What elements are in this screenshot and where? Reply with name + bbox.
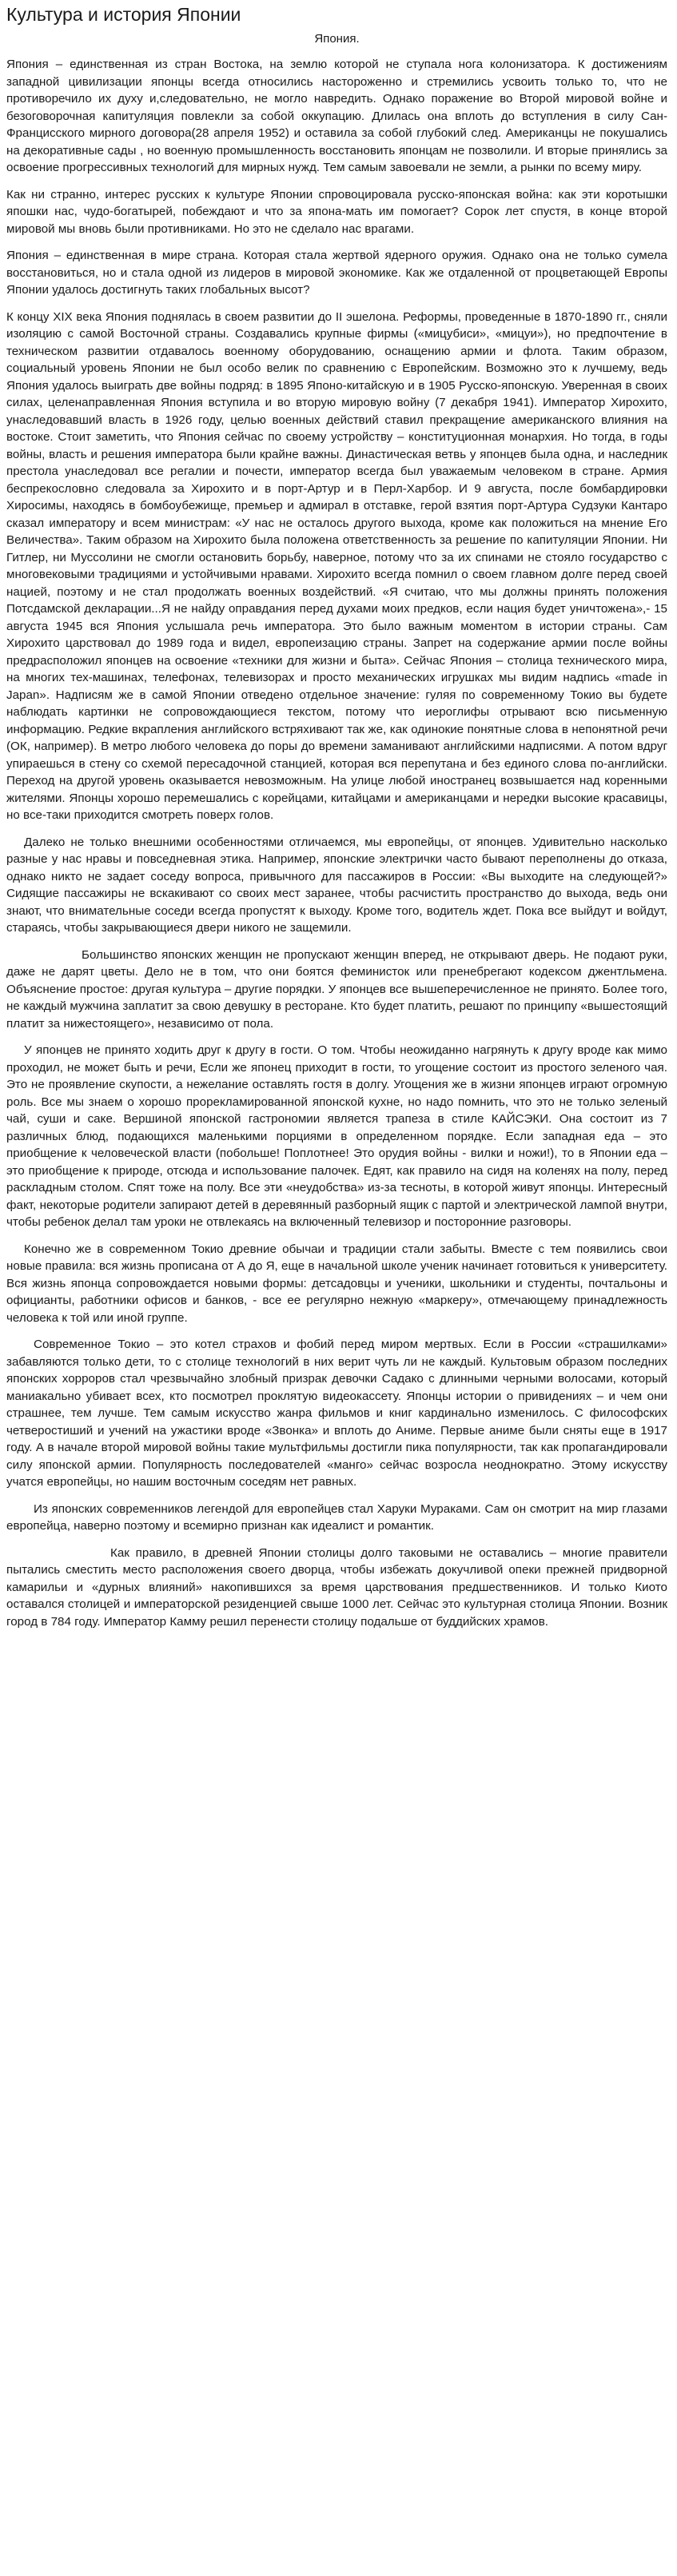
page-title: Культура и история Японии [6, 4, 241, 25]
paragraph-9: Современное Токио – это котел страхов и фобий перед миром мертвых. Если в России «страшилками» забавляются только дети, то с столице технологий в них верит чуть ли не каждый. Культовым образом последних японских хорроров стал чрезвычайно злобный призрак девочки Садако с длинными черными волосами, который маниакально убивает всех, кто посмотрел проклятую видеокассету. Японцы истории о привидениях – и чем они страшнее, тем лучше. Тем самым искусство жанра фильмов и книг кардинально изменилось. С философских четверостиший и учений на ужастики вроде «Звонка» и вплоть до Аниме. Первые аниме были сняты еще в 1917 году. А в начале второй мировой войны такие мультфильмы достигли пика популярности, так как пропагандировали силу японской армии. Популярность последователей «манго» сейчас возросла неоднократно. Этому искусству учатся европейцы, но нашим восточным соседям нет равных. [6, 1338, 667, 1489]
paragraph-7: У японцев не принято ходить друг к другу в гости. О том. Чтобы неожиданно нагрянуть к другу вроде как мимо проходил, не может быть и речи, Если же японец приходит в гости, то угощение состоит из простого зеленого чая. Это не проявление скупости, а нежелание оставлять гостя в долгу. Угощения же в жизни японцев играют огромную роль. Все мы знаем о хорошо прорекламированной японской кухне, но надо помнить, что это не только зеленый чай, суши и саке. Вершиной японской гастрономии является трапеза в стиле КАЙСЭКИ. Она состоит из 7 различных блюд, подающихся маленькими порциями в определенном порядке. Если западная еда – это приобщение к человеческой власти (побольше! Поплотнее! Это орудия войны - вилки и ножи!), то в Японии еда – это приобщение к природе, отсюда и использование палочек. Едят, как правило на сидя на коленях на полу, перед раскладным столом. Спят тоже на полу. Все эти «неудобства» из-за тесноты, в которой живут японцы. Интересный факт, некоторые родители запирают детей в деревянный разборный ящик с партой и электрической лампой внутри, чтобы ребенок делал там уроки не отвлекаясь на включенный телевизор и посторонние разговоры. [6, 1043, 667, 1229]
subtitle: Япония. [314, 32, 360, 46]
paragraph-6: Большинство японских женщин не пропускают женщин вперед, не открывают дверь. Не подают руки, даже не дарят цветы. Дело не в том, что они боятся феминисток или пренебрегают кодексом джентльмена. Объяснение простое: другая культура – другие порядки. У японцев все вышеперечисленное не принято. Более того, не каждый мужчина заплатит за свою девушку в ресторане. Кто будет платить, решают по принципу «вышестоящий платит за нижестоящего», независимо от пола. [6, 947, 667, 1031]
paragraph-2: Как ни странно, интерес русских к культуре Японии спровоцировала русско-японская война: как эти коротышки япошки нас, чудо-богатырей, побеждают и что за япона-мать им помогает? Сорок лет спустя, в конце второй мировой мы вновь были противниками. Но это не сделало нас врагами. [6, 187, 667, 236]
paragraph-1: Япония – единственная из стран Востока, на землю которой не ступала нога колонизатора. К достижениям западной цивилизации японцы всегда относились настороженно и стремились усвоить только то, что не противоречило их духу и,следовательно, не могло навредить. Однако поражение во Второй мировой войне и безоговорочная капитуляция повлекли за собой оккупацию. Длилась она вплоть до вступления в силу Сан-Францисского мирного договора(28 апреля 1952) и оставила за собой глубокий след. Американцы не покушались на декоративные сады , но военную промышленность восстановить японцам не позволили. И вторые принялись за освоение прогрессивных технологий для мирных нужд. Тем самым завоевали не земли, а рынки по всему миру. [6, 58, 667, 174]
paragraph-3: Япония – единственная в мире страна. Которая стала жертвой ядерного оружия. Однако она не только сумела восстановиться, но и стала одной из лидеров в мировой экономике. Как же отдаленной от процветающей Европы Японии удалось достигнуть таких глобальных высот? [6, 249, 667, 297]
paragraph-4: К концу XIX века Япония поднялась в своем развитии до II эшелона. Реформы, проведенные в 1870-1890 гг., сняли изоляцию с самой Восточной страны. Создавались крупные фирмы («мицубиси», «мицуи»), но предпочтение в техническом развитии отдавалось военному оборудованию, оснащению армии и флота. Таким образом, социальный уровень Японии не был особо велик по сравнению с Европейским. Возможно это к лучшему, ведь Япония удалось выиграть две войны подряд: в 1895 Японо-китайскую и в 1905 Русско-японскую. Уверенная в своих силах, целенаправленная Япония вступила и во вторую мировую войну (7 декабря 1941). Император Хирохито, унаследовавший власть в 1926 году, целью военных действий ставил прекращение американского влияния на востоке. Стоит заметить, что Япония сейчас по своему устройству – конституционная монархия. Но тогда, в годы войны, власть и решения императора были крайне важны. Династическая ветвь у японцев была одна, и наследник престола унаследовал все регалии и почести, император всегда был уважаемым человеком в стране. Армия беспрекословно следовала за Хирохито и в порт-Артур и в Перл-Харбор. И 9 августа, после бомбардировки Хиросимы, находясь в бомбоубежище, премьер и адмирал в отставке, герой взятия порт-Артура Судзуки Кантаро сказал императору и всем министрам: «У нас не осталось другого выхода, кроме как положиться на мнение Его Величества». Таким образом на Хирохито была положена ответственность за решение по капитуляции Японии. Ни Гитлер, ни Муссолини не смогли остановить борьбу, наверное, потому что за их спинами не стояло государство с многовековыми традициями и устойчивыми нравами. Хирохито всегда помнил о своем главном долге перед своей нацией, поэтому и не стал продолжать военных воздействий. «Я считаю, что мы должны принять положения Потсдамской декларации...Я не найду оправдания перед духами моих предков, если нация будет уничтожена»,- 15 августа 1945 вся Япония услышала речь императора. Это было важным моментом в истории страны. Сам Хирохито царствовал до 1989 года и видел, европеизацию страны. Запрет на содержание армии после войны предрасположил японцев на освоение «техники для жизни и быта». Сейчас Япония – столица технического мира, на многих тех-машинах, телефонах, телевизорах и просто механических игрушках мы видим надпись «made in Japan». Надписям же в самой Японии отведено отдельное значение: гуляя по современному Токио вы будете наблюдать картинки не сопровождающиеся текстом, потому что иероглифы отрывают всю письменную информацию. Редкие вкрапления английского встряхивают так же, как одинокие понятные слова в непонятной речи (ОК, например). В метро любого человека до поры до времени заманивают английскими надписями. А потом вдруг упираешься в стену со схемой пересадочной станцией, которая вся перепутана и без единого слова по-английски. Переход на другой уровень оказывается невозможным. На улице любой иностранец возвышается над коренными жителями. Японцы хорошо перемешались с корейцами, китайцами и американцами и нередки высокие красавицы, но все-таки приходится смотреть поверх голов. [6, 309, 667, 822]
paragraph-10: Из японских современников легендой для европейцев стал Харуки Мураками. Сам он смотрит на мир глазами европейца, наверно поэтому и всемирно признан как идеалист и романтик. [6, 1501, 667, 1533]
paragraph-11: Как правило, в древней Японии столицы долго таковыми не оставались – многие правители пытались сместить место расположения своего дворца, чтобы избежать докучливой опеки прежней придворной камарильи и «дурных влияний» накопившихся за время царствования предшественников. И только Киото оставался столицей и императорской резиденцией свыше 1000 лет. Сейчас это культурная столица Японии. Возник город в 784 году. Император Камму решил перенести столицу подальше от буддийских храмов. [6, 1545, 667, 1629]
paragraph-5: Далеко не только внешними особенностями отличаемся, мы европейцы, от японцев. Удивительно насколько разные у нас нравы и повседневная этика. Например, японские электрички часто бывают переполнены до отказа, однако никто не задает соседу вопроса, привычного для пассажиров в России: «Вы выходите на следующей?» Сидящие пассажиры не вскакивают со своих мест заранее, чтобы расчистить пространство до выхода, ведь они знают, что внимательные соседи всегда пропустят к выходу. Кроме того, водитель ждет. Пока все выйдут и войдут, стараясь, чтобы закрывающиеся двери никого не защемили. [6, 835, 667, 935]
paragraph-8: Конечно же в современном Токио древние обычаи и традиции стали забыты. Вместе с тем появились свои новые правила: вся жизнь прописана от А до Я, еще в начальной школе ученик начинает готовиться к университету. Вся жизнь японца сопровождается новыми формы: детсадовцы и ученики, школьники и студенты, почтальоны и официанты, работники офисов и банков, - все ее регулярно нежную «маркеру», отмечающему принадлежность человека к той или иной группе. [6, 1242, 667, 1325]
